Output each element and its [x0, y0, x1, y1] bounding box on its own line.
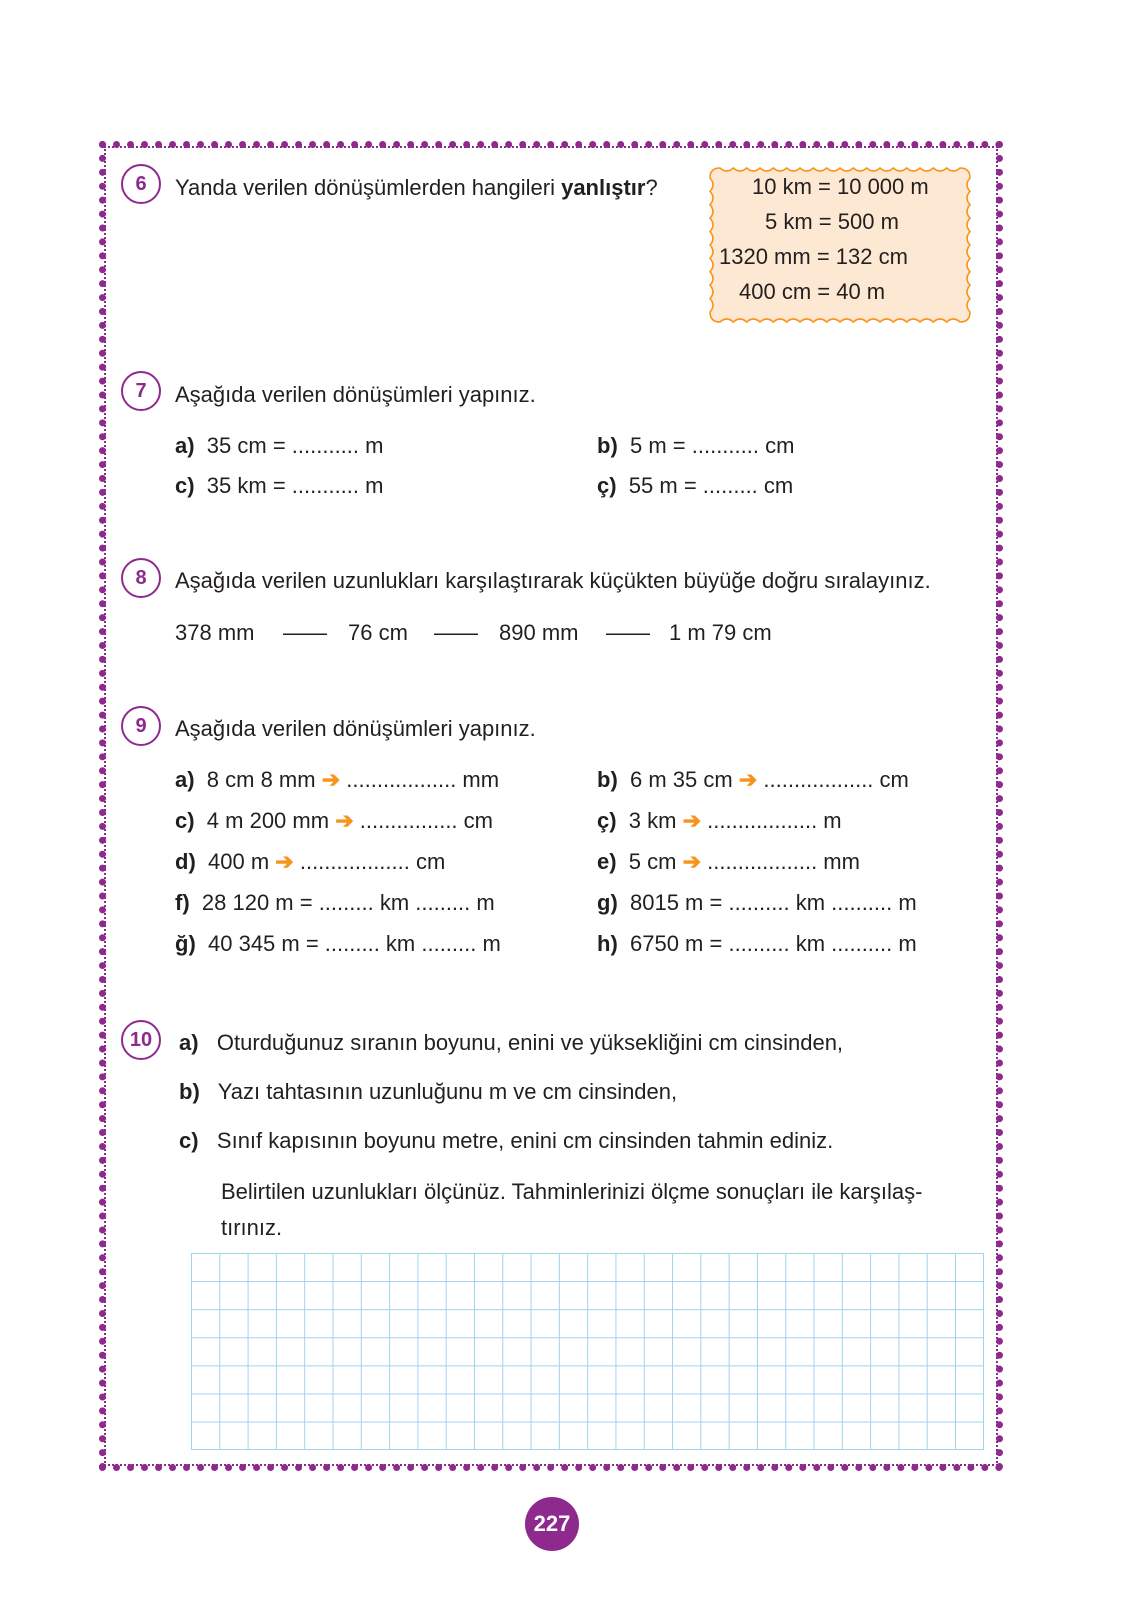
item-label: a): [179, 1030, 199, 1055]
arrow-icon: ➔: [335, 808, 354, 833]
item-label: c): [175, 473, 195, 498]
item-post: .................. cm: [299, 849, 446, 874]
question-7-item-cc: [597, 473, 793, 499]
question-6-text-end: ?: [645, 175, 658, 200]
question-9-item-g: [597, 890, 917, 916]
question-10-item-a: [179, 1030, 843, 1056]
item-pre: 4 m 200 mm: [206, 808, 330, 833]
item-pre: 8 cm 8 mm: [206, 767, 316, 792]
conversion-cloud-box: [706, 164, 974, 326]
question-8-separator-2: ——: [434, 620, 478, 645]
question-8-text: Aşağıda verilen uzunlukları karşılaştırarak küçükten büyüğe doğru sıralayınız.: [175, 568, 931, 593]
question-8-value-2: 76 cm: [348, 620, 408, 645]
item-text: Yazı tahtasının uzunluğunu m ve cm cinsinden,: [217, 1079, 678, 1104]
item-pre: 6 m 35 cm: [630, 767, 733, 792]
question-7-text: Aşağıda verilen dönüşümleri yapınız.: [175, 382, 536, 407]
item-label: ç): [597, 808, 617, 833]
item-text: 8015 m = .......... km .......... m: [630, 890, 917, 915]
question-9-item-b: [597, 767, 909, 793]
cloud-line-3: 1320 mm = 132 cm: [719, 244, 908, 269]
question-7-item-a: [175, 433, 383, 459]
answer-grid: [191, 1253, 984, 1450]
item-text: Oturduğunuz sıranın boyunu, enini ve yüksekliğini cm cinsinden,: [216, 1030, 844, 1055]
item-text: 35 cm = ........... m: [206, 433, 384, 458]
question-9-number: 9: [121, 706, 161, 746]
question-9-item-c: [175, 808, 493, 834]
question-10-item-b: [179, 1079, 677, 1105]
item-label: c): [175, 808, 195, 833]
question-6-text: [175, 175, 658, 201]
question-9-item-h: [597, 931, 917, 957]
question-7-number: 7: [121, 371, 161, 411]
item-text: 35 km = ........... m: [206, 473, 384, 498]
item-label: ç): [597, 473, 617, 498]
arrow-icon: ➔: [275, 849, 294, 874]
item-text: 6750 m = .......... km .......... m: [630, 931, 917, 956]
item-post: .................. cm: [763, 767, 909, 792]
item-label: e): [597, 849, 617, 874]
item-text: 28 120 m = ......... km ......... m: [201, 890, 495, 915]
item-label: a): [175, 433, 195, 458]
question-8-number: 8: [121, 558, 161, 598]
question-9-item-cc: [597, 808, 842, 834]
cloud-line-1: 10 km = 10 000 m: [752, 174, 929, 199]
item-label: c): [179, 1128, 199, 1153]
question-8-separator-3: ——: [606, 620, 650, 645]
item-pre: 5 cm: [628, 849, 677, 874]
question-9-item-a: [175, 767, 499, 793]
item-label: f): [175, 890, 190, 915]
item-label: a): [175, 767, 195, 792]
item-label: b): [179, 1079, 200, 1104]
item-label: h): [597, 931, 618, 956]
question-8-value-4: 1 m 79 cm: [669, 620, 772, 645]
item-post: ................ cm: [359, 808, 493, 833]
question-10-number: 10: [121, 1020, 161, 1060]
question-10-note-line-1: Belirtilen uzunlukları ölçünüz. Tahminlerinizi ölçme sonuçları ile karşılaş-: [221, 1179, 923, 1204]
question-6-text-bold: yanlıştır: [561, 175, 646, 200]
question-7-item-b: [597, 433, 794, 459]
item-post: .................. mm: [346, 767, 500, 792]
arrow-icon: ➔: [738, 767, 758, 792]
question-10-note-line-2: tırınız.: [221, 1215, 283, 1240]
cloud-line-2: 5 km = 500 m: [765, 209, 899, 234]
question-8-separator-1: ——: [283, 620, 327, 645]
question-9-item-gg: [175, 931, 501, 957]
arrow-icon: ➔: [321, 767, 341, 792]
item-pre: 3 km: [628, 808, 677, 833]
arrow-icon: ➔: [682, 808, 702, 833]
question-10-item-c: [179, 1128, 833, 1154]
item-post: .................. m: [707, 808, 842, 833]
question-6-number: 6: [121, 164, 161, 204]
question-6-text-start: Yanda verilen dönüşümlerden hangileri: [175, 175, 562, 200]
item-text: 55 m = ......... cm: [628, 473, 794, 498]
question-9-item-e: [597, 849, 860, 875]
item-text: 40 345 m = ......... km ......... m: [208, 931, 501, 956]
item-label: ğ): [175, 931, 196, 956]
arrow-icon: ➔: [682, 849, 702, 874]
question-7-item-c: [175, 473, 383, 499]
item-label: d): [175, 849, 196, 874]
cloud-line-4: 400 cm = 40 m: [739, 279, 886, 304]
item-label: b): [597, 433, 618, 458]
page-number: 227: [525, 1497, 579, 1551]
item-label: b): [597, 767, 618, 792]
item-pre: 400 m: [208, 849, 270, 874]
item-label: g): [597, 890, 618, 915]
question-9-text: Aşağıda verilen dönüşümleri yapınız.: [175, 716, 536, 741]
item-text: 5 m = ........... cm: [630, 433, 795, 458]
item-post: .................. mm: [707, 849, 860, 874]
question-9-item-d: [175, 849, 445, 875]
question-8-value-1: 378 mm: [175, 620, 255, 645]
question-8-value-3: 890 mm: [499, 620, 579, 645]
question-9-item-f: [175, 890, 495, 916]
item-text: Sınıf kapısının boyunu metre, enini cm cinsinden tahmin ediniz.: [216, 1128, 834, 1153]
